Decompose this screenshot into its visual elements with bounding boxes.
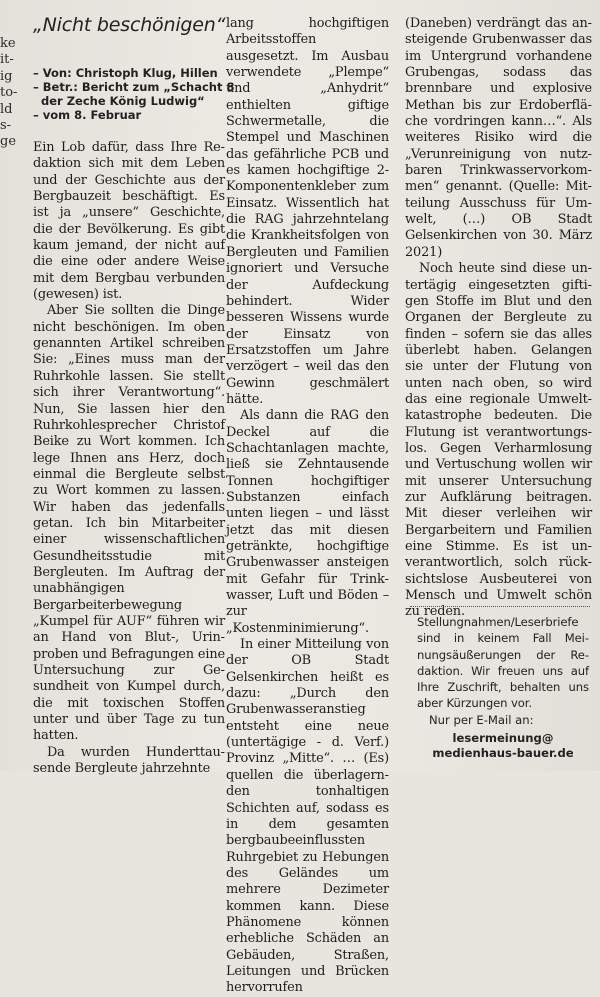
fragment: to- bbox=[0, 85, 18, 101]
fragment: s- bbox=[0, 117, 12, 133]
byline-date: – vom 8. Februar bbox=[33, 108, 142, 122]
paragraph: (Daneben) verdrängt das ansteigende Grubenwasser das im Untergrund vorhandene Grubengas, sodass das brennbare und explosive Methan bis zur Erdoberfläche vordringen kann…“. Als weiteres Risiko wird die „Verunreinigung von nutzbaren Trinkwasservorkommen“ genannt. (Quelle: Mitteilung Ausschuss für Umwelt, (…) OB Stadt Gelsenkirchen von 30. März 2021) bbox=[405, 16, 592, 260]
paragraph: Da wurden Hunderttausende Bergleute jahrzehnte bbox=[33, 744, 225, 777]
paragraph: Als dann die RAG den Deckel auf die Schachtanlagen machte, ließ sie Zehntausende Tonnen hochgiftiger Substanzen einfach unten liegen – und lässt jetzt das mit diesen getränkte, hochgiftige Grubenwasser ansteigen mit Gefahr für Trinkwasser, Luft und Böden – zur „Kostenminimierung“. bbox=[226, 408, 389, 636]
fragment: ge bbox=[0, 134, 17, 150]
article-column-1 bbox=[33, 140, 225, 777]
paragraph: Noch heute sind diese untertägig eingesetzten giftigen Stoffe im Blut und den Organen der Bergleute zu finden – sofern sie das alles überlebt haben. Gelangen sie unter der Flutung von unten nach oben, so wird das eine regionale Umweltkatastrophe bedeuten. Die Flutung ist verantwortungslos. Gegen Verharmlosung und Vertuschung wollen wir mit unserer Untersuchung zur Aufklärung beitragen. Mit dieser verleihen wir Bergarbeitern und Familien eine Stimme. Es ist unverantwortlich, solch rücksichtslose Ausbeuterei von Mensch und Umwelt schön zu reden. bbox=[405, 261, 592, 620]
email-address[interactable] bbox=[417, 731, 589, 761]
paragraph: Aber Sie sollten die Dinge nicht beschönigen. Im oben genannten Artikel schreiben Sie: „Eines muss man der Ruhrkohle lassen. Sie stellt sich ihrer Verantwortung“. Nun, Sie lassen hier den Ruhrkohlesprecher Christof Beike zu Wort kommen. Ich lege Ihnen ans Herz, doch einmal die Bergleute selbst zu Wort kommen zu lassen. Wir haben das jedenfalls getan. Ich bin Mitarbeiter einer wissenschaftlichen Gesundheitsstudie mit Bergleuten. Im Auftrag der unabhängigen Bergarbeiterbewegung „Kumpel für AUF“ führen wir an Hand von Blut-, Urinproben und Befragungen eine Untersuchung zur Gesundheit von Kumpel durch, die mit toxischen Stoffen unter und über Tage zu tun hatten. bbox=[33, 303, 225, 744]
byline-subject-line-2: der Zeche König Ludwig“ bbox=[41, 94, 205, 108]
letter-byline bbox=[33, 66, 233, 122]
paragraph: In einer Mitteilung von der OB Stadt Gelsenkirchen heißt es dazu: „Durch den Grubenwasseranstieg entsteht eine neue (untertägige - d. Verf.) Provinz „Mitte“. … (Es) quellen die überlagernden tonhaltigen Schichten auf, sodass es in dem gesamten bergbaubeeinflussten Ruhrgebiet zu Hebungen des Geländes um mehrere Dezimeter kommen kann. Diese Phänomene können erhebliche Schäden an Gebäuden, Straßen, Leitungen und Brücken hervorrufen bbox=[226, 637, 389, 996]
fragment: ke bbox=[0, 36, 16, 51]
letter-headline: „Nicht beschönigen“ bbox=[33, 14, 226, 36]
paragraph: Ein Lob dafür, dass Ihre Redaktion sich mit dem Leben und der Geschichte aus der Bergbauzeit beschäftigt. Es ist ja „unsere“ Geschichte, die der Bevölkerung. Es gibt kaum jemand, der nicht auf die eine oder andere Weise mit dem Bergbau verbunden (gewesen) ist. bbox=[33, 140, 225, 303]
fragment: ld bbox=[0, 101, 13, 117]
email-address-line-2: medienhaus-bauer.de bbox=[432, 746, 574, 761]
notice-text: Stellungnahmen/Leserbriefe sind in keinem Fall Meinungsäußerungen der Redaktion. Wir freuen uns auf Ihre Zuschrift, behalten uns aber Kürzungen vor. bbox=[417, 615, 589, 711]
article-column-3 bbox=[405, 16, 592, 621]
fragment: ig bbox=[0, 68, 13, 84]
paragraph: lang hochgiftigen Arbeitsstoffen ausgesetzt. Im Ausbau verwendete „Plempe“ und „Anhydrit“ enthielten giftige Schwermetalle, die Stempel und Maschinen das gefährliche PCB und es kamen hochgiftige 2-Komponentenkleber zum Einsatz. Wissentlich hat die RAG jahrzehntelang die Krankheitsfolgen von Bergleuten und Familien ignoriert und Versuche der Aufdeckung behindert. Wider besseren Wissens wurde der Einsatz von Ersatzstoffen um Jahre verzögert – weil das den Gewinn geschmälert hätte. bbox=[226, 16, 389, 407]
byline-author: – Von: Christoph Klug, Hillen bbox=[33, 66, 218, 80]
fragment: it- bbox=[0, 52, 14, 68]
byline-subject-line-1: – Betr.: Bericht zum „Schacht 8 bbox=[33, 80, 235, 94]
email-intro: Nur per E-Mail an: bbox=[429, 712, 534, 727]
editorial-notice bbox=[417, 614, 589, 761]
adjacent-column-fragments bbox=[0, 36, 16, 151]
section-divider bbox=[410, 606, 590, 607]
article-column-2 bbox=[226, 16, 389, 997]
email-address-line-1: lesermeinung@ bbox=[452, 731, 554, 746]
